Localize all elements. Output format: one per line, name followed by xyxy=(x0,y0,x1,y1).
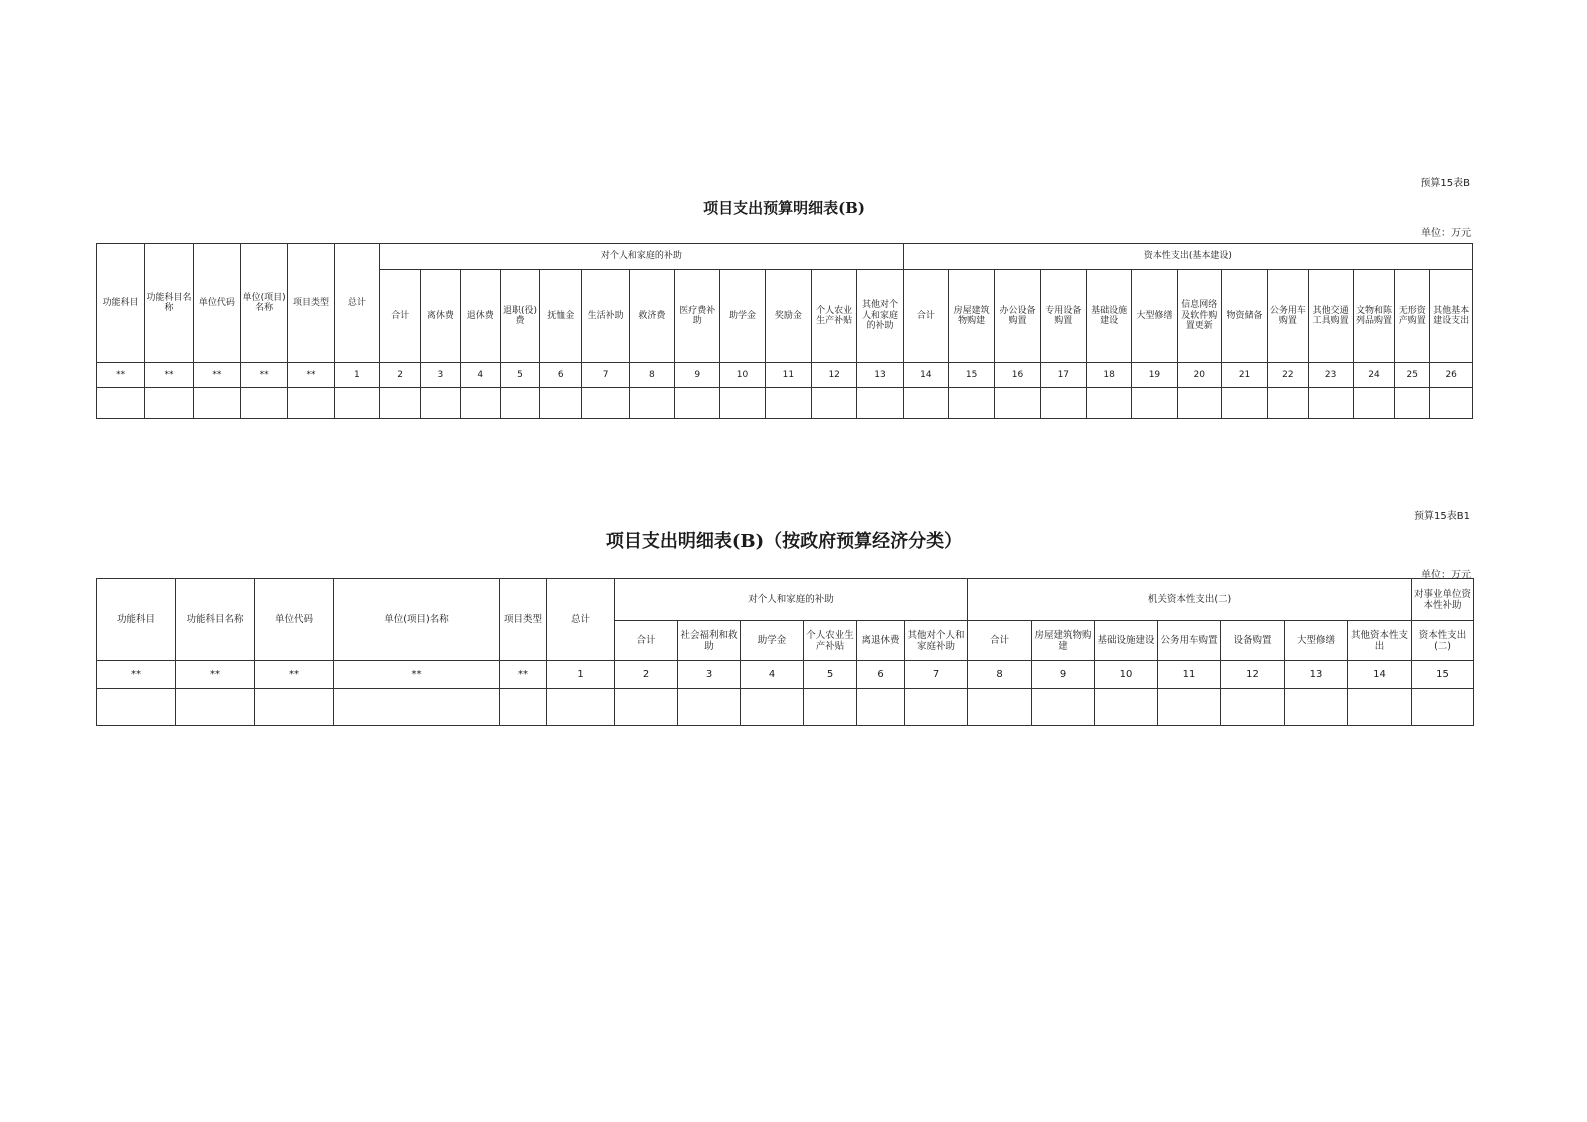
table-b1-code: 预算15表B1 xyxy=(1414,511,1470,522)
header-personal-item: 离退休费 xyxy=(857,621,905,661)
budget-detail-table-b1 xyxy=(96,578,1474,726)
index-cell: 14 xyxy=(903,363,948,388)
index-cell: ** xyxy=(97,363,145,388)
index-cell: 22 xyxy=(1268,363,1308,388)
data-cell[interactable] xyxy=(1221,388,1267,419)
header-personal-item: 生活补助 xyxy=(582,270,629,363)
header-capital-item: 其他基本建设支出 xyxy=(1430,270,1473,363)
header-unit-code: 单位代码 xyxy=(193,244,240,363)
header-capital-item: 信息网络及软件购置更新 xyxy=(1177,270,1221,363)
data-cell[interactable] xyxy=(812,388,857,419)
index-cell: 10 xyxy=(1095,661,1158,689)
data-cell[interactable] xyxy=(500,689,547,726)
header-capital-item: 其他资本性支出 xyxy=(1348,621,1412,661)
index-cell: 23 xyxy=(1308,363,1353,388)
data-cell[interactable] xyxy=(255,689,334,726)
data-cell[interactable] xyxy=(540,388,582,419)
header-personal-item: 其他对个人和家庭补助 xyxy=(905,621,968,661)
header-unit-project-name: 单位(项目)名称 xyxy=(241,244,288,363)
index-cell: ** xyxy=(145,363,193,388)
index-cell: 15 xyxy=(1412,661,1474,689)
index-cell: 9 xyxy=(675,363,720,388)
index-cell: 11 xyxy=(1158,661,1221,689)
data-cell[interactable] xyxy=(582,388,629,419)
index-cell: 24 xyxy=(1353,363,1394,388)
header-capital-item: 合计 xyxy=(968,621,1032,661)
data-cell[interactable] xyxy=(500,388,539,419)
index-cell: 3 xyxy=(678,661,741,689)
index-cell: ** xyxy=(97,661,176,689)
table-b1-title: 项目支出明细表(B)（按政府预算经济分类） xyxy=(605,531,963,552)
index-cell: 2 xyxy=(379,363,420,388)
header-personal-item: 助学金 xyxy=(741,621,804,661)
header-personal-item: 个人农业生产补贴 xyxy=(812,270,857,363)
group-header-institution-capital-subsidy: 对事业单位资本性补助 xyxy=(1412,579,1474,621)
group-header-capital-expenditure: 资本性支出(基本建设) xyxy=(903,244,1472,270)
header-project-type: 项目类型 xyxy=(500,579,547,661)
data-cell[interactable] xyxy=(1221,689,1285,726)
data-cell[interactable] xyxy=(629,388,674,419)
index-cell: 25 xyxy=(1395,363,1430,388)
data-cell[interactable] xyxy=(241,388,288,419)
index-cell: 16 xyxy=(995,363,1040,388)
index-cell: ** xyxy=(334,661,500,689)
data-cell[interactable] xyxy=(176,689,255,726)
header-personal-item: 助学金 xyxy=(720,270,765,363)
header-personal-item: 合计 xyxy=(615,621,678,661)
header-capital-item: 无形资产购置 xyxy=(1395,270,1430,363)
index-cell: 18 xyxy=(1086,363,1131,388)
index-cell: 1 xyxy=(334,363,379,388)
data-cell[interactable] xyxy=(379,388,420,419)
data-cell[interactable] xyxy=(288,388,334,419)
index-cell: ** xyxy=(193,363,240,388)
header-personal-item: 其他对个人和家庭的补助 xyxy=(857,270,903,363)
table-b-unit: 单位：万元 xyxy=(1421,228,1471,239)
data-cell[interactable] xyxy=(765,388,811,419)
index-cell: 4 xyxy=(460,363,500,388)
data-cell[interactable] xyxy=(903,388,948,419)
index-cell: 15 xyxy=(948,363,994,388)
header-subsidy-item: 资本性支出(二) xyxy=(1412,621,1474,661)
header-capital-item: 公务用车购置 xyxy=(1268,270,1308,363)
header-personal-item: 离休费 xyxy=(421,270,460,363)
data-cell[interactable] xyxy=(1086,388,1131,419)
data-cell[interactable] xyxy=(905,689,968,726)
group-header-agency-capital: 机关资本性支出(二) xyxy=(968,579,1412,621)
header-capital-item: 设备购置 xyxy=(1221,621,1285,661)
header-function-subject-name: 功能科目名称 xyxy=(145,244,193,363)
index-cell: 20 xyxy=(1177,363,1221,388)
header-capital-item: 合计 xyxy=(903,270,948,363)
group-header-personal-subsidy: 对个人和家庭的补助 xyxy=(379,244,903,270)
table-row xyxy=(97,689,1474,726)
data-cell[interactable] xyxy=(1395,388,1430,419)
data-cell[interactable] xyxy=(995,388,1040,419)
data-cell[interactable] xyxy=(334,388,379,419)
header-function-subject: 功能科目 xyxy=(97,579,176,661)
header-personal-item: 抚恤金 xyxy=(540,270,582,363)
index-cell: 12 xyxy=(1221,661,1285,689)
header-personal-item: 合计 xyxy=(379,270,420,363)
index-cell: 11 xyxy=(765,363,811,388)
data-cell[interactable] xyxy=(678,689,741,726)
header-personal-item: 退职(役)费 xyxy=(500,270,539,363)
header-capital-item: 大型修缮 xyxy=(1285,621,1348,661)
index-cell: ** xyxy=(288,363,334,388)
group-header-personal-subsidy: 对个人和家庭的补助 xyxy=(615,579,968,621)
budget-detail-table-b xyxy=(96,243,1473,419)
header-capital-item: 文物和陈列品购置 xyxy=(1353,270,1394,363)
data-cell[interactable] xyxy=(857,689,905,726)
table-row xyxy=(97,388,1473,419)
index-cell: 26 xyxy=(1430,363,1473,388)
header-capital-item: 公务用车购置 xyxy=(1158,621,1221,661)
index-cell: 7 xyxy=(905,661,968,689)
index-cell: 8 xyxy=(629,363,674,388)
index-cell: 13 xyxy=(857,363,903,388)
data-cell[interactable] xyxy=(1032,689,1095,726)
data-cell[interactable] xyxy=(145,388,193,419)
data-cell[interactable] xyxy=(948,388,994,419)
data-cell[interactable] xyxy=(421,388,460,419)
header-project-type: 项目类型 xyxy=(288,244,334,363)
index-cell: 14 xyxy=(1348,661,1412,689)
header-personal-item: 个人农业生产补贴 xyxy=(804,621,857,661)
index-cell: 9 xyxy=(1032,661,1095,689)
header-unit-code: 单位代码 xyxy=(255,579,334,661)
data-cell[interactable] xyxy=(1308,388,1353,419)
header-capital-item: 大型修缮 xyxy=(1132,270,1177,363)
data-cell[interactable] xyxy=(547,689,615,726)
data-cell[interactable] xyxy=(1412,689,1474,726)
data-cell[interactable] xyxy=(741,689,804,726)
index-cell: 2 xyxy=(615,661,678,689)
data-cell[interactable] xyxy=(675,388,720,419)
header-personal-item: 退休费 xyxy=(460,270,500,363)
header-capital-item: 基础设施建设 xyxy=(1086,270,1131,363)
index-cell: 17 xyxy=(1040,363,1086,388)
data-cell[interactable] xyxy=(1285,689,1348,726)
data-cell[interactable] xyxy=(193,388,240,419)
header-capital-item: 其他交通工具购置 xyxy=(1308,270,1353,363)
header-unit-project-name: 单位(项目)名称 xyxy=(334,579,500,661)
table-b-title: 项目支出预算明细表(B) xyxy=(703,199,865,217)
header-capital-item: 房屋建筑物购建 xyxy=(1032,621,1095,661)
data-cell[interactable] xyxy=(804,689,857,726)
index-cell: 12 xyxy=(812,363,857,388)
data-cell[interactable] xyxy=(1348,689,1412,726)
data-cell[interactable] xyxy=(334,689,500,726)
index-cell: 5 xyxy=(500,363,539,388)
index-cell: 10 xyxy=(720,363,765,388)
index-cell: 6 xyxy=(857,661,905,689)
index-cell: 13 xyxy=(1285,661,1348,689)
data-cell[interactable] xyxy=(1040,388,1086,419)
data-cell[interactable] xyxy=(1177,388,1221,419)
column-index-row xyxy=(97,363,1473,388)
index-cell: 4 xyxy=(741,661,804,689)
index-cell: ** xyxy=(176,661,255,689)
data-cell[interactable] xyxy=(97,689,176,726)
header-capital-item: 房屋建筑物购建 xyxy=(948,270,994,363)
data-cell[interactable] xyxy=(97,388,145,419)
table-b-code: 预算15表B xyxy=(1420,178,1470,189)
data-cell[interactable] xyxy=(720,388,765,419)
data-cell[interactable] xyxy=(857,388,903,419)
header-capital-item: 专用设备购置 xyxy=(1040,270,1086,363)
data-cell[interactable] xyxy=(1430,388,1473,419)
index-cell: ** xyxy=(241,363,288,388)
header-capital-item: 基础设施建设 xyxy=(1095,621,1158,661)
header-function-subject: 功能科目 xyxy=(97,244,145,363)
index-cell: 8 xyxy=(968,661,1032,689)
index-cell: 21 xyxy=(1221,363,1267,388)
index-cell: 1 xyxy=(547,661,615,689)
data-cell[interactable] xyxy=(460,388,500,419)
index-cell: ** xyxy=(255,661,334,689)
index-cell: 3 xyxy=(421,363,460,388)
header-function-subject-name: 功能科目名称 xyxy=(176,579,255,661)
data-cell[interactable] xyxy=(1095,689,1158,726)
index-cell: 5 xyxy=(804,661,857,689)
data-cell[interactable] xyxy=(968,689,1032,726)
header-personal-item: 社会福利和救助 xyxy=(678,621,741,661)
data-cell[interactable] xyxy=(1158,689,1221,726)
header-personal-item: 救济费 xyxy=(629,270,674,363)
header-capital-item: 办公设备购置 xyxy=(995,270,1040,363)
header-personal-item: 奖励金 xyxy=(765,270,811,363)
index-cell: ** xyxy=(500,661,547,689)
header-grand-total: 总计 xyxy=(547,579,615,661)
table-b1-unit: 单位：万元 xyxy=(1421,570,1471,581)
index-cell: 6 xyxy=(540,363,582,388)
header-capital-item: 物资储备 xyxy=(1221,270,1267,363)
index-cell: 7 xyxy=(582,363,629,388)
data-cell[interactable] xyxy=(1268,388,1308,419)
column-index-row xyxy=(97,661,1474,689)
data-cell[interactable] xyxy=(1132,388,1177,419)
header-personal-item: 医疗费补助 xyxy=(675,270,720,363)
index-cell: 19 xyxy=(1132,363,1177,388)
data-cell[interactable] xyxy=(615,689,678,726)
data-cell[interactable] xyxy=(1353,388,1394,419)
header-grand-total: 总计 xyxy=(334,244,379,363)
